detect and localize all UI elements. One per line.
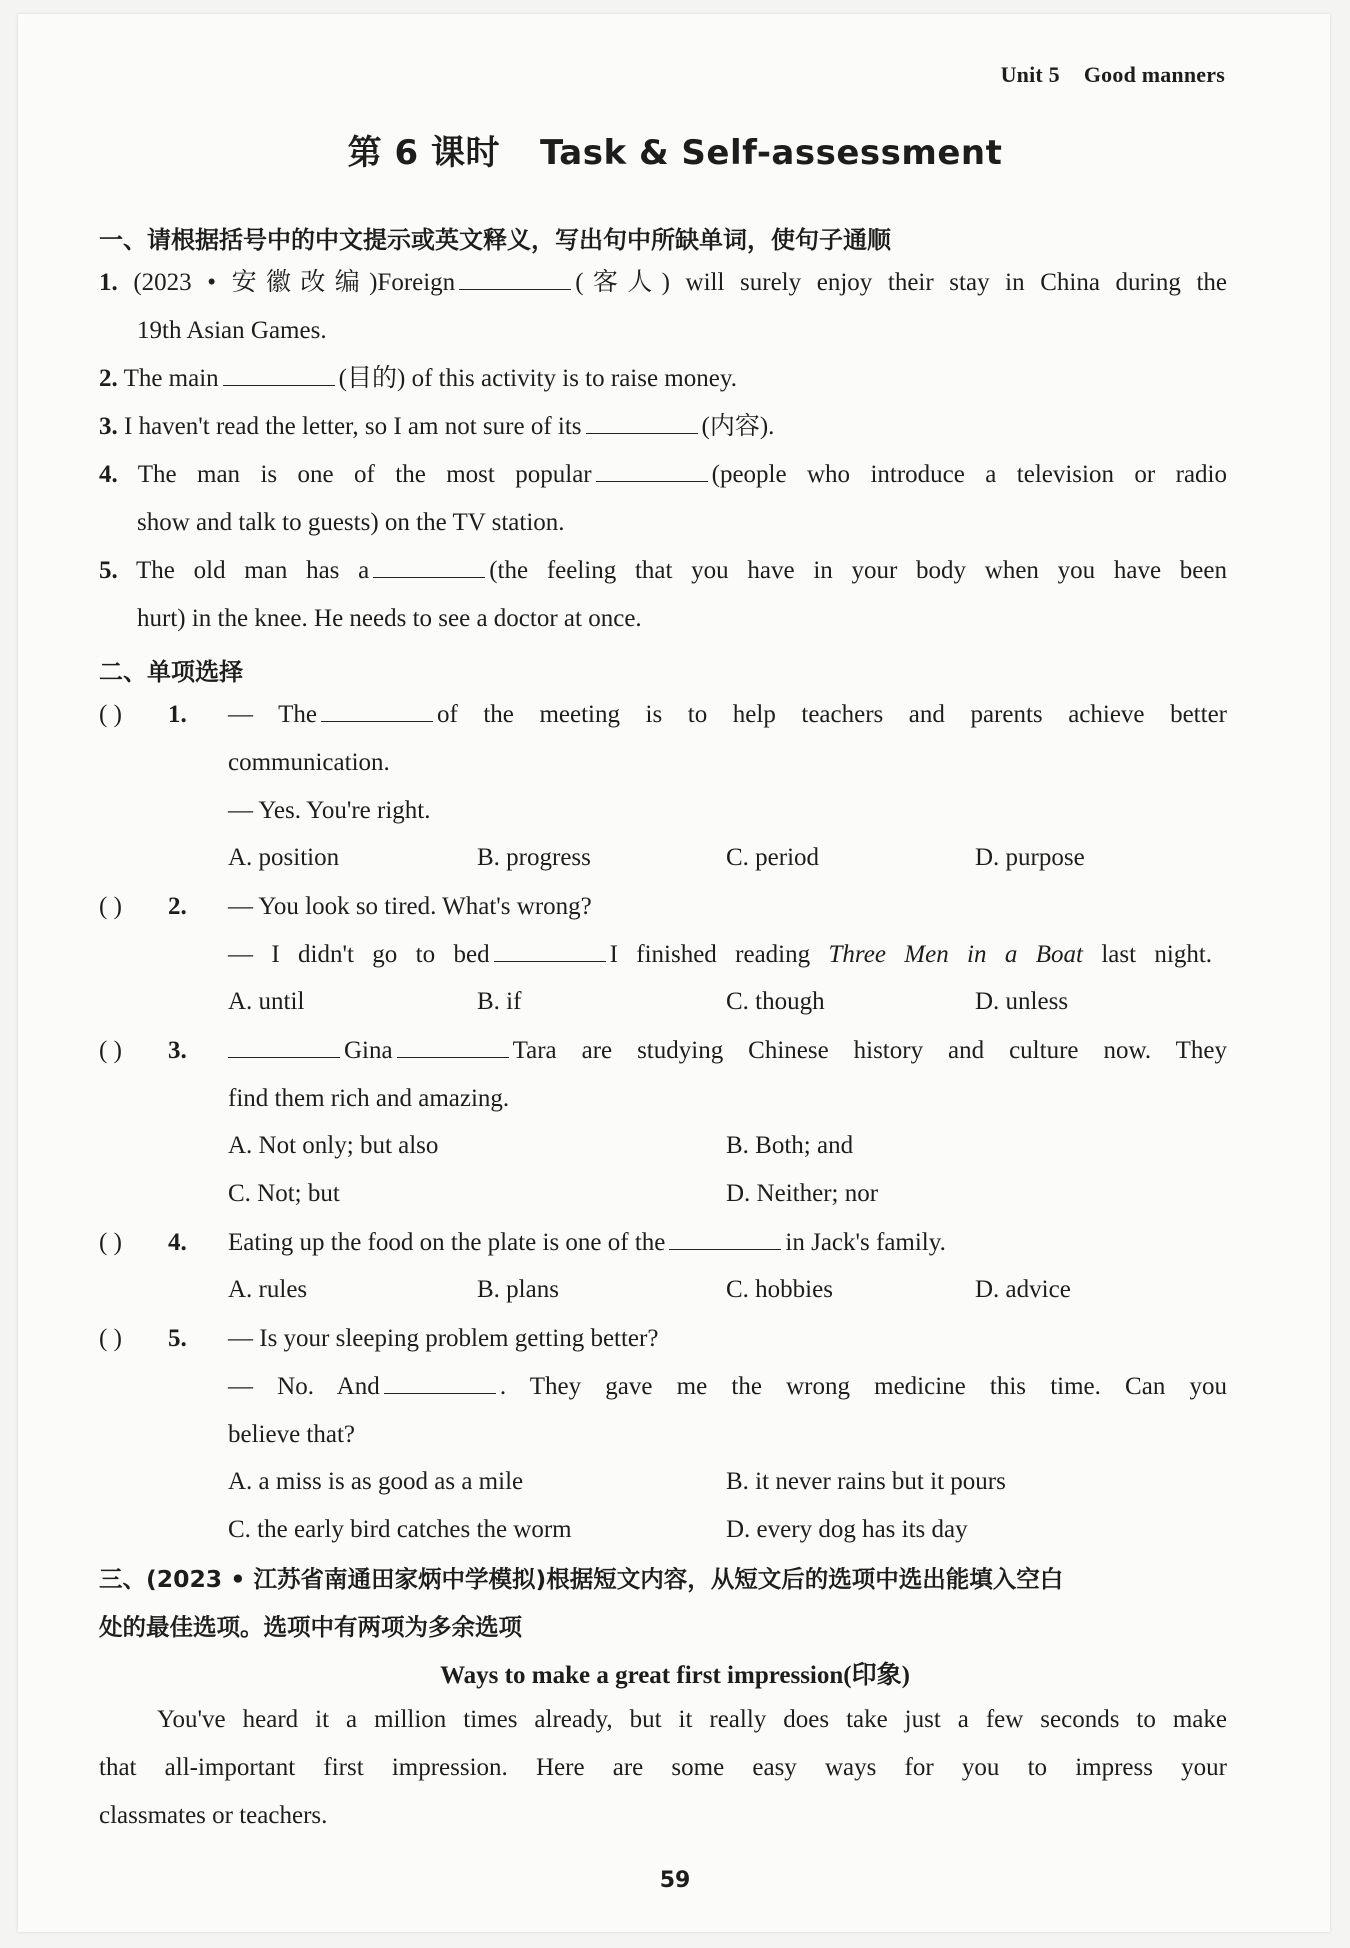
p1-item2: 2. The main (目的) of this activity is to raise money.	[99, 365, 737, 392]
page-title	[0, 125, 1350, 174]
q2-num: 2.	[168, 893, 187, 920]
blank[interactable]	[596, 461, 708, 482]
p1-item4-line2: show and talk to guests) on the TV station.	[137, 509, 565, 536]
q5-num: 5.	[168, 1325, 187, 1352]
blank[interactable]	[586, 413, 698, 434]
q5-line2: — No. And . They gave me the wrong medicine this time. Can you	[228, 1373, 1227, 1400]
blank[interactable]	[228, 1037, 340, 1058]
q1-line1: — The of the meeting is to help teachers and parents achieve better	[228, 701, 1227, 728]
q3-option-c[interactable]: C. Not; but	[228, 1180, 340, 1207]
part3-heading-line1: 三、(2023 • 江苏省南通田家炳中学模拟)根据短文内容，从短文后的选项中选出能填入空白	[99, 1565, 1064, 1593]
p1-item1-line1: 1. (2023 • 安徽改编)Foreign (客人) will surely enjoy their stay in China during the	[99, 269, 1227, 296]
blank[interactable]	[494, 941, 606, 962]
page-number: 59	[659, 1868, 691, 1893]
answer-paren[interactable]: ( )	[99, 1037, 122, 1064]
blank[interactable]	[397, 1037, 509, 1058]
q4-line1: Eating up the food on the plate is one of the in Jack's family.	[228, 1229, 946, 1256]
q3-line1: Gina Tara are studying Chinese history and culture now. They	[228, 1036, 1227, 1066]
q1-option-a[interactable]: A. position	[228, 844, 340, 871]
q5-option-c[interactable]: C. the early bird catches the worm	[228, 1516, 572, 1543]
title-cn: 第 6 课时	[347, 133, 500, 173]
q4-option-b[interactable]: B. plans	[477, 1276, 559, 1303]
q1-option-d[interactable]: D. purpose	[975, 844, 1085, 871]
passage-line3: classmates or teachers.	[99, 1802, 328, 1829]
answer-paren[interactable]: ( )	[99, 893, 122, 920]
q4-option-d[interactable]: D. advice	[975, 1276, 1071, 1303]
q1-line2: communication.	[228, 749, 390, 776]
q2-line2: — I didn't go to bed I finished reading Three Men in a Boat last night.	[228, 941, 1213, 968]
blank[interactable]	[669, 1229, 781, 1250]
page-sheet	[18, 14, 1330, 1932]
q5-option-a[interactable]: A. a miss is as good as a mile	[228, 1468, 524, 1495]
answer-paren[interactable]: ( )	[99, 701, 122, 728]
passage-line1: You've heard it a million times already, but it really does take just a few seconds to make	[157, 1706, 1227, 1733]
unit-topic: Good manners	[1083, 62, 1225, 87]
p1-item4-line1: 4. The man is one of the most popular (people who introduce a television or radio	[99, 461, 1227, 488]
q1-num: 1.	[168, 701, 187, 728]
q1-line3: — Yes. You're right.	[228, 797, 431, 824]
q2-line1: — You look so tired. What's wrong?	[228, 893, 592, 920]
q2-option-c[interactable]: C. though	[726, 988, 825, 1015]
blank[interactable]	[384, 1373, 496, 1394]
p1-item1-line2: 19th Asian Games.	[137, 317, 327, 344]
q3-num: 3.	[168, 1037, 187, 1064]
p1-item3: 3. I haven't read the letter, so I am not sure of its (内容).	[99, 413, 775, 440]
blank[interactable]	[321, 701, 433, 722]
part2-heading: 二、单项选择	[99, 658, 243, 686]
answer-paren[interactable]: ( )	[99, 1325, 122, 1352]
part1-heading: 一、请根据括号中的中文提示或英文释义，写出句中所缺单词，使句子通顺	[99, 226, 891, 254]
q4-option-a[interactable]: A. rules	[228, 1276, 308, 1303]
p1-item5-line2: hurt) in the knee. He needs to see a doctor at once.	[137, 605, 642, 632]
q2-option-a[interactable]: A. until	[228, 988, 305, 1015]
q4-num: 4.	[168, 1229, 187, 1256]
q5-option-b[interactable]: B. it never rains but it pours	[726, 1468, 1006, 1495]
q5-line1: — Is your sleeping problem getting better?	[228, 1325, 659, 1352]
q1-option-c[interactable]: C. period	[726, 844, 820, 871]
q1-option-b[interactable]: B. progress	[477, 844, 591, 871]
blank[interactable]	[373, 557, 485, 578]
passage-line2: that all-important first impression. Here are some easy ways for you to impress your	[99, 1754, 1227, 1781]
q5-option-d[interactable]: D. every dog has its day	[726, 1516, 968, 1543]
q3-line2: find them rich and amazing.	[228, 1085, 510, 1112]
q2-option-b[interactable]: B. if	[477, 988, 522, 1015]
running-header	[1001, 62, 1225, 88]
q3-option-a[interactable]: A. Not only; but also	[228, 1132, 439, 1159]
title-en: Task & Self-assessment	[540, 133, 1003, 173]
q4-option-c[interactable]: C. hobbies	[726, 1276, 833, 1303]
q3-option-b[interactable]: B. Both; and	[726, 1132, 854, 1159]
passage-title: Ways to make a great first impression(印象)	[440, 1662, 910, 1689]
blank[interactable]	[459, 269, 571, 290]
blank[interactable]	[223, 365, 335, 386]
unit-label: Unit 5	[1000, 62, 1060, 87]
q5-line3: believe that?	[228, 1421, 356, 1448]
q3-option-d[interactable]: D. Neither; nor	[726, 1180, 879, 1207]
part3-heading-line2: 处的最佳选项。选项中有两项为多余选项	[99, 1613, 522, 1641]
q2-option-d[interactable]: D. unless	[975, 988, 1069, 1015]
answer-paren[interactable]: ( )	[99, 1229, 122, 1256]
p1-item5-line1: 5. The old man has a (the feeling that you have in your body when you have been	[99, 557, 1227, 584]
